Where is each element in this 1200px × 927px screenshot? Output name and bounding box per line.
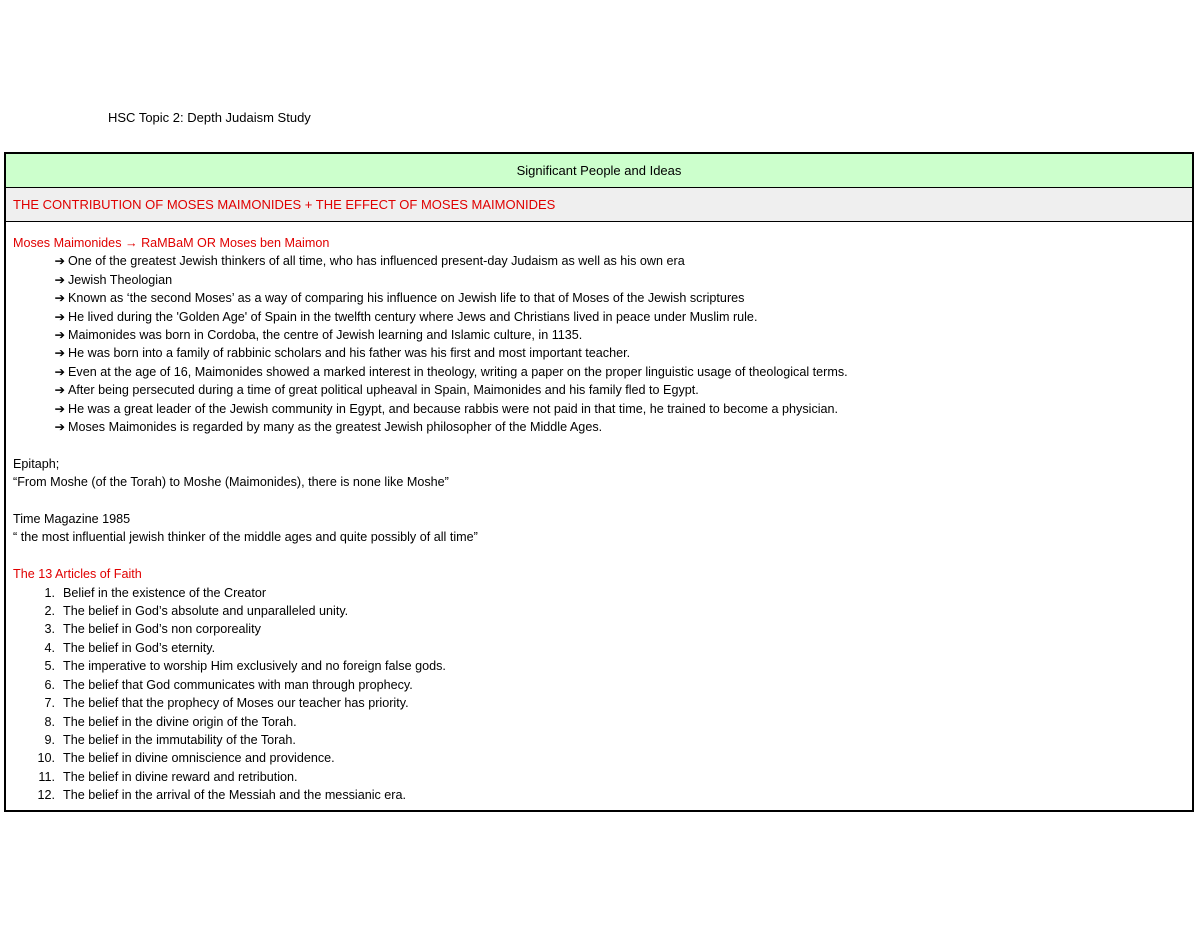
time-magazine-label: Time Magazine 1985 <box>13 512 131 527</box>
table-subtitle: THE CONTRIBUTION OF MOSES MAIMONIDES + THE EFFECT OF MOSES MAIMONIDES <box>6 188 1192 222</box>
intro-list <box>13 252 1192 436</box>
article-number: 8. <box>44 714 55 729</box>
epitaph-quote: “From Moshe (of the Torah) to Moshe (Maimonides), there is none like Moshe” <box>13 475 449 490</box>
intro-heading: Moses Maimonides → RaMBaM OR Moses ben Maimon <box>13 236 330 250</box>
list-item <box>13 363 1192 381</box>
list-item <box>13 289 1192 307</box>
article-number: 4. <box>44 640 55 655</box>
arrow-bullet-icon: ➔ <box>54 291 65 306</box>
article-text: The belief that the prophecy of Moses our teacher has priority. <box>63 696 409 711</box>
article-number: 6. <box>44 677 55 692</box>
article-text: The belief in the divine origin of the Torah. <box>63 714 297 729</box>
table-body <box>6 222 1192 805</box>
list-item <box>13 400 1192 418</box>
arrow-bullet-icon: ➔ <box>54 420 65 435</box>
article-text: The belief that God communicates with man through prophecy. <box>63 677 413 692</box>
list-item <box>13 418 1192 436</box>
article-text: The belief in God’s eternity. <box>63 640 216 655</box>
article-text: The belief in the immutability of the Torah. <box>63 732 296 747</box>
arrow-bullet-icon: ➔ <box>54 328 65 343</box>
article-text: The belief in divine omniscience and providence. <box>63 751 335 766</box>
list-item-text: Maimonides was born in Cordoba, the centre of Jewish learning and Islamic culture, in 1135. <box>68 328 583 343</box>
article-item <box>13 694 1192 712</box>
article-text: Belief in the existence of the Creator <box>63 585 267 600</box>
article-item <box>13 620 1192 638</box>
article-item <box>13 657 1192 675</box>
article-text: The belief in God’s absolute and unparalleled unity. <box>63 604 349 619</box>
article-text: The belief in the arrival of the Messiah and the messianic era. <box>63 788 407 803</box>
article-number: 11. <box>38 769 55 784</box>
article-number: 5. <box>44 659 55 674</box>
list-item <box>13 344 1192 362</box>
list-item <box>13 326 1192 344</box>
article-item <box>13 713 1192 731</box>
article-number: 10. <box>37 751 55 766</box>
list-item-text: He lived during the 'Golden Age' of Spain in the twelfth century where Jews and Christians lived in peace under Muslim rule. <box>68 309 758 324</box>
article-item <box>13 749 1192 767</box>
articles-heading: The 13 Articles of Faith <box>13 567 142 582</box>
list-item-text: One of the greatest Jewish thinkers of all time, who has influenced present-day Judaism as well as his own era <box>68 254 685 269</box>
list-item-text: Known as ‘the second Moses’ as a way of comparing his influence on Jewish life to that of Moses of the Jewish scriptures <box>68 291 745 306</box>
list-item <box>13 271 1192 289</box>
article-number: 9. <box>44 732 55 747</box>
articles-list <box>13 584 1192 805</box>
article-item <box>13 584 1192 602</box>
table-title: Significant People and Ideas <box>6 154 1192 188</box>
arrow-bullet-icon: ➔ <box>54 254 65 269</box>
arrow-bullet-icon: ➔ <box>54 272 65 287</box>
time-magazine-quote: “ the most influential jewish thinker of the middle ages and quite possibly of all time” <box>13 530 478 545</box>
content-table <box>4 152 1194 812</box>
article-number: 12. <box>37 788 55 803</box>
list-item <box>13 308 1192 326</box>
arrow-bullet-icon: ➔ <box>54 309 65 324</box>
list-item-text: He was born into a family of rabbinic scholars and his father was his first and most important teacher. <box>68 346 631 361</box>
article-text: The imperative to worship Him exclusively and no foreign false gods. <box>63 659 446 674</box>
list-item <box>13 252 1192 270</box>
arrow-bullet-icon: ➔ <box>54 383 65 398</box>
article-number: 3. <box>44 622 55 637</box>
list-item-text: Even at the age of 16, Maimonides showed a marked interest in theology, writing a paper on the proper linguistic usage of theological terms. <box>68 364 848 379</box>
page-header: HSC Topic 2: Depth Judaism Study <box>108 110 311 125</box>
article-number: 7. <box>44 696 55 711</box>
article-item <box>13 602 1192 620</box>
article-item <box>13 731 1192 749</box>
list-item-text: Moses Maimonides is regarded by many as the greatest Jewish philosopher of the Middle Ages. <box>68 420 603 435</box>
arrow-bullet-icon: ➔ <box>54 401 65 416</box>
article-number: 1. <box>44 585 55 600</box>
list-item <box>13 381 1192 399</box>
arrow-bullet-icon: ➔ <box>54 364 65 379</box>
list-item-text: Jewish Theologian <box>68 272 173 287</box>
list-item-text: He was a great leader of the Jewish community in Egypt, and because rabbis were not paid in that time, he trained to become a physician. <box>68 401 839 416</box>
article-text: The belief in God’s non corporeality <box>63 622 261 637</box>
list-item-text: After being persecuted during a time of great political upheaval in Spain, Maimonides and his family fled to Egypt. <box>68 383 699 398</box>
arrow-bullet-icon: ➔ <box>54 346 65 361</box>
article-text: The belief in divine reward and retribution. <box>63 769 298 784</box>
epitaph-label: Epitaph; <box>13 456 60 471</box>
article-item <box>13 768 1192 786</box>
article-item <box>13 639 1192 657</box>
article-number: 2. <box>44 604 55 619</box>
article-item <box>13 786 1192 804</box>
article-item <box>13 676 1192 694</box>
